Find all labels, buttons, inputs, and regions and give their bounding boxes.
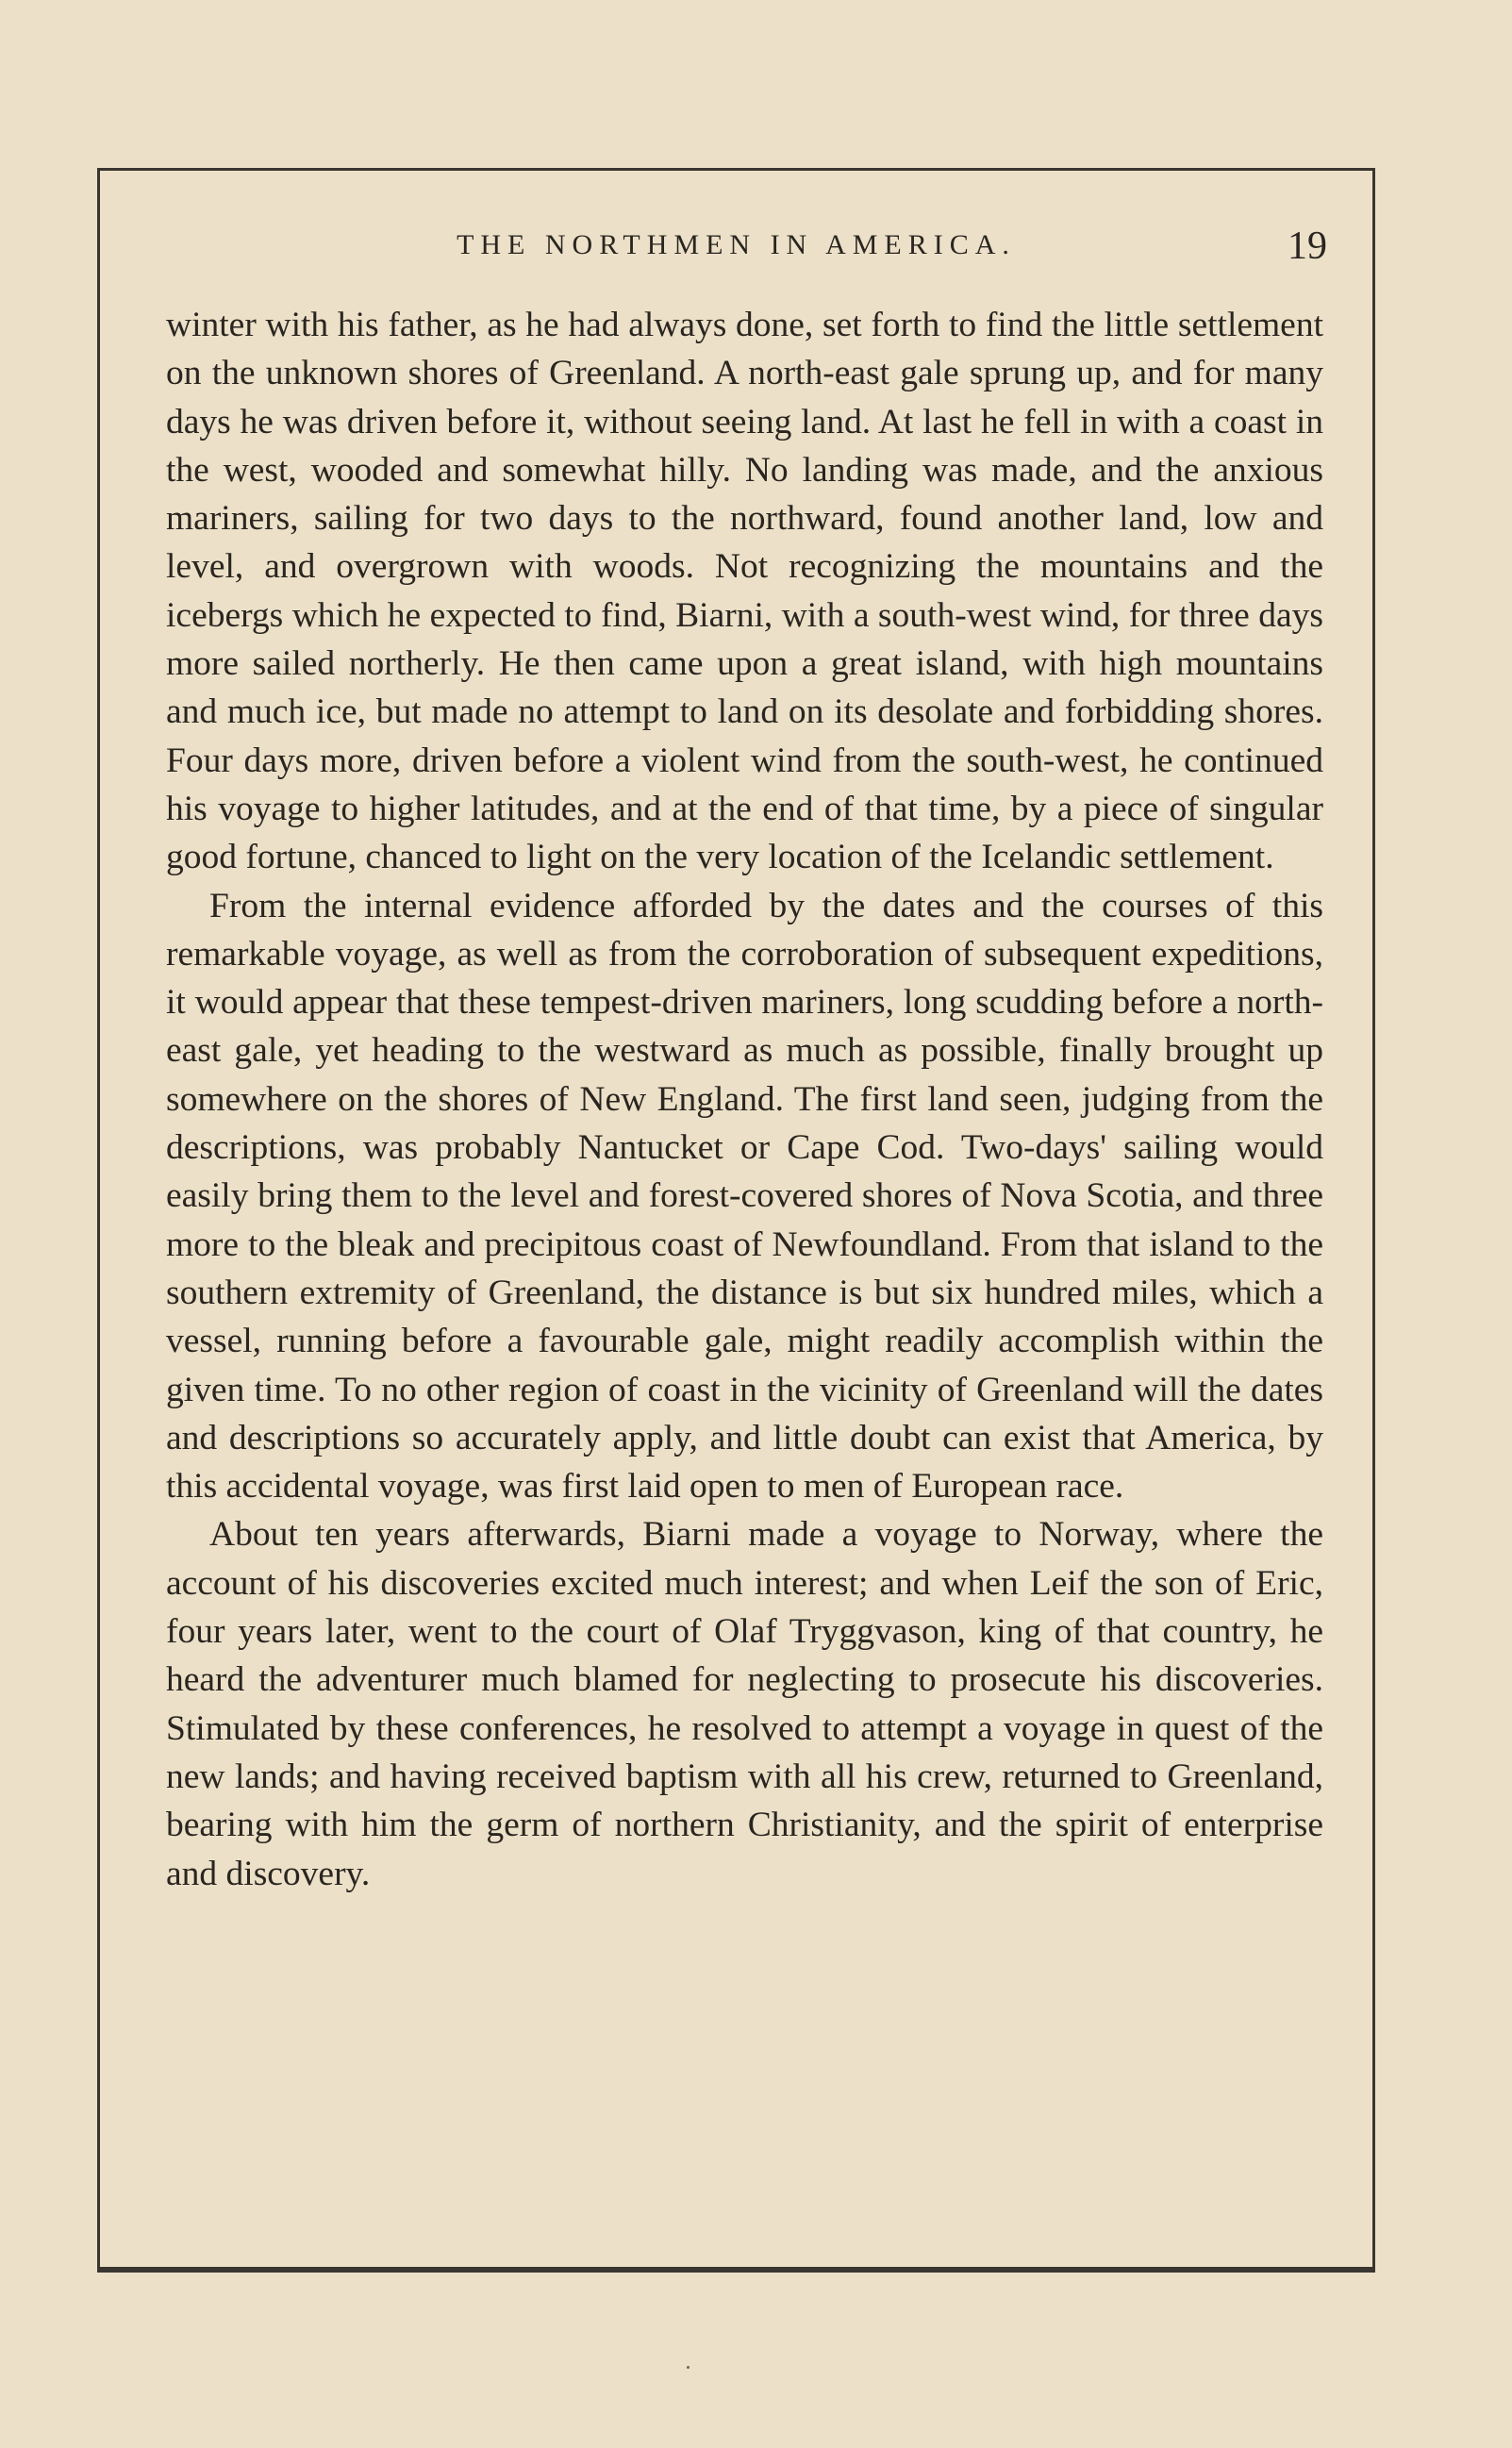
paragraph-1: winter with his father, as he had always done, set forth to find the little settlement on the unknown shores of Greenland. A north-east gale sprung up, and for many days he was driven before it, without seeing land. At last he fell in with a coast in the west, wooded and somewhat hilly. No landing was made, and the anxious mariners, sailing for two days to the northward, found another land, low and level, and overgrown with woods. Not recognizing the mountains and the icebergs which he expected to find, Biarni, with a south-west wind, for three days more sailed northerly. He then came upon a great island, with high mountains and much ice, but made no attempt to land on its desolate and forbidding shores. Four days more, driven before a violent wind from the south-west, he continued his voyage to higher latitudes, and at the end of that time, by a piece of singular good fortune, chanced to light on the very location of the Icelandic settlement. xyxy=(166,306,1323,877)
page-frame xyxy=(97,168,1375,2270)
running-head xyxy=(100,225,1372,268)
paragraph-2: From the internal evidence afforded by the dates and the courses of this remarkable voyage, as well as from the corroboration of subsequent expeditions, it would appear that these tempest-driven mariners, long scudding before a north-east gale, yet heading to the westward as much as possible, finally brought up somewhere on the shores of New England. The first land seen, judging from the descriptions, was probably Nantucket or Cape Cod. Two-days' sailing would easily bring them to the level and forest-covered shores of Nova Scotia, and three more to the bleak and precipitous coast of Newfoundland. From that island to the southern extremity of Greenland, the distance is but six hundred miles, which a vessel, running before a favourable gale, might readily accomplish within the given time. To no other region of coast in the vicinity of Greenland will the dates and descriptions so accurately apply, and little doubt can exist that America, by this accidental voyage, was first laid open to men of European race. xyxy=(166,886,1323,1507)
paragraph-3: About ten years afterwards, Biarni made a voyage to Norway, where the account of his discoveries excited much interest; and when Leif the son of Eric, four years later, went to the court of Olaf Tryggvason, king of that country, he heard the adventurer much blamed for neglecting to prosecute his discoveries. Stimulated by these conferences, he resolved to attempt a voyage in quest of the new lands; and having received baptism with all his crew, returned to Greenland, bearing with him the germ of northern Christianity, and the spirit of enterprise and discovery. xyxy=(166,1515,1323,1893)
body-text xyxy=(166,301,1323,1898)
running-title: THE NORTHMEN IN AMERICA. xyxy=(457,229,1016,260)
paper-speck xyxy=(687,2366,690,2369)
page-number: 19 xyxy=(1288,225,1327,268)
